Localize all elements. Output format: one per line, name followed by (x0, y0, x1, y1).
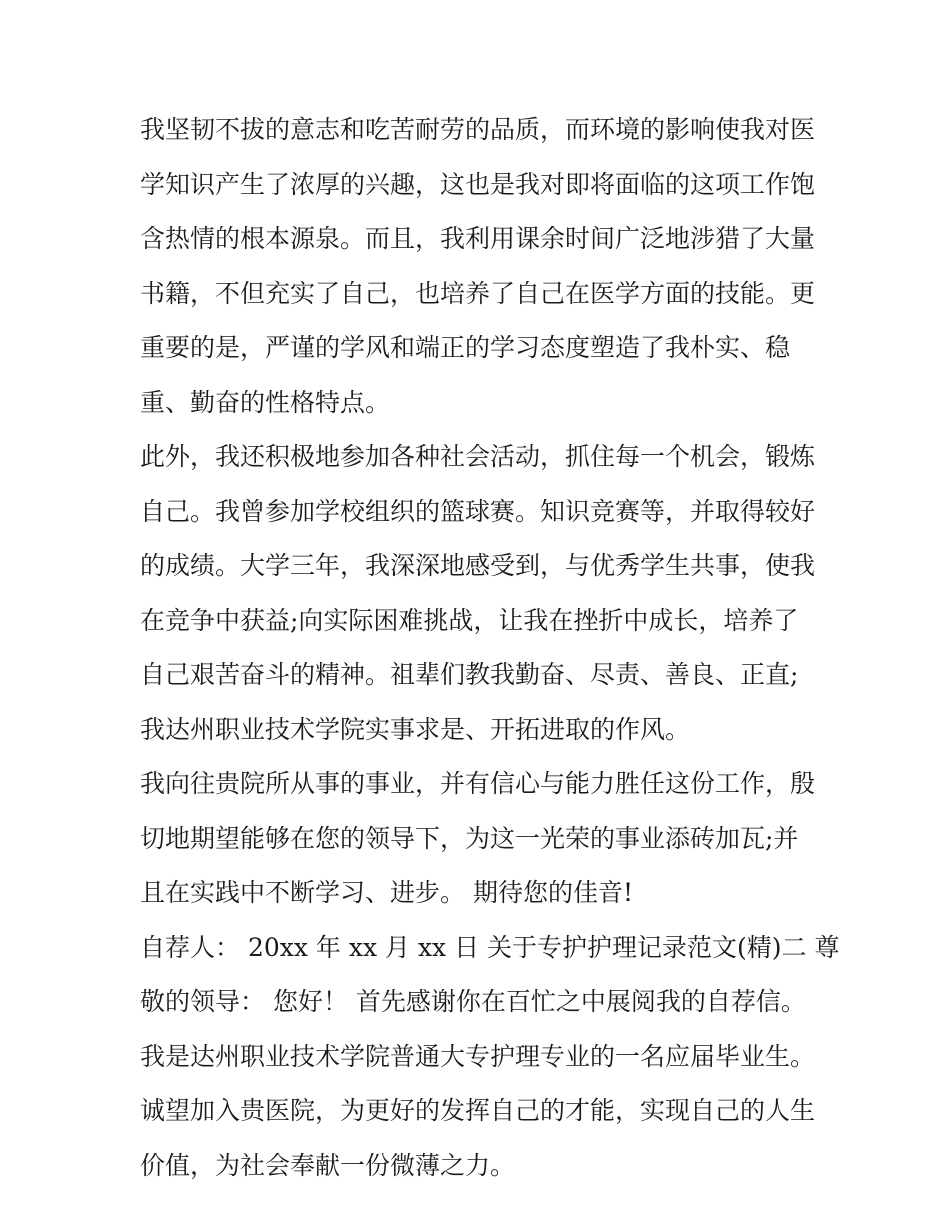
text-line: 我达州职业技术学院实事求是、开拓进取的作风。 (140, 714, 691, 744)
text-line: 价值，为社会奉献一份微薄之力。 (140, 1150, 516, 1180)
text-line: 自己。我曾参加学校组织的篮球赛。知识竞赛等，并取得较好 (140, 496, 816, 526)
text-line: 且在实践中不断学习、进步。 期待您的佳音! (140, 878, 633, 907)
text-line: 的成绩。大学三年，我深深地感受到，与优秀学生共事，使我 (140, 551, 816, 580)
text-line: 书籍，不但充实了自己，也培养了自己在医学方面的技能。更 (140, 278, 816, 308)
text-line: 切地期望能够在您的领导下，为这一光荣的事业添砖加瓦;并 (140, 823, 799, 853)
text-line: 在竞争中获益;向实际困难挑战，让我在挫折中成长，培养了 (140, 605, 799, 635)
text-line: 重要的是，严谨的学风和端正的学习态度塑造了我朴实、稳 (140, 333, 791, 362)
text-line: 我向往贵院所从事的事业，并有信心与能力胜任这份工作，殷 (140, 769, 816, 798)
text-line: 诚望加入贵医院，为更好的发挥自己的才能，实现自己的人生 (140, 1096, 816, 1125)
text-line: 学知识产生了浓厚的兴趣，这也是我对即将面临的这项工作饱 (140, 169, 816, 199)
text-line: 含热情的根本源泉。而且，我利用课余时间广泛地涉猎了大量 (140, 224, 816, 253)
text-line: 敬的领导： 您好！ 首先感谢你在百忙之中展阅我的自荐信。 (140, 987, 806, 1016)
text-line: 我是达州职业技术学院普通大专护理专业的一名应届毕业生。 (140, 1041, 816, 1071)
text-line: 自己艰苦奋斗的精神。祖辈们教我勤奋、尽责、善良、正直; (140, 660, 799, 689)
text-line: 重、勤奋的性格特点。 (140, 387, 391, 417)
text-line: 自荐人： 20xx 年 xx 月 xx 日 关于专护护理记录范文(精)二 尊 (140, 932, 840, 962)
text-line: 此外，我还积极地参加各种社会活动，抓住每一个机会，锻炼 (140, 442, 816, 471)
document-body (140, 103, 840, 1193)
text-line: 我坚韧不拔的意志和吃苦耐劳的品质，而环境的影响使我对医 (140, 115, 816, 144)
